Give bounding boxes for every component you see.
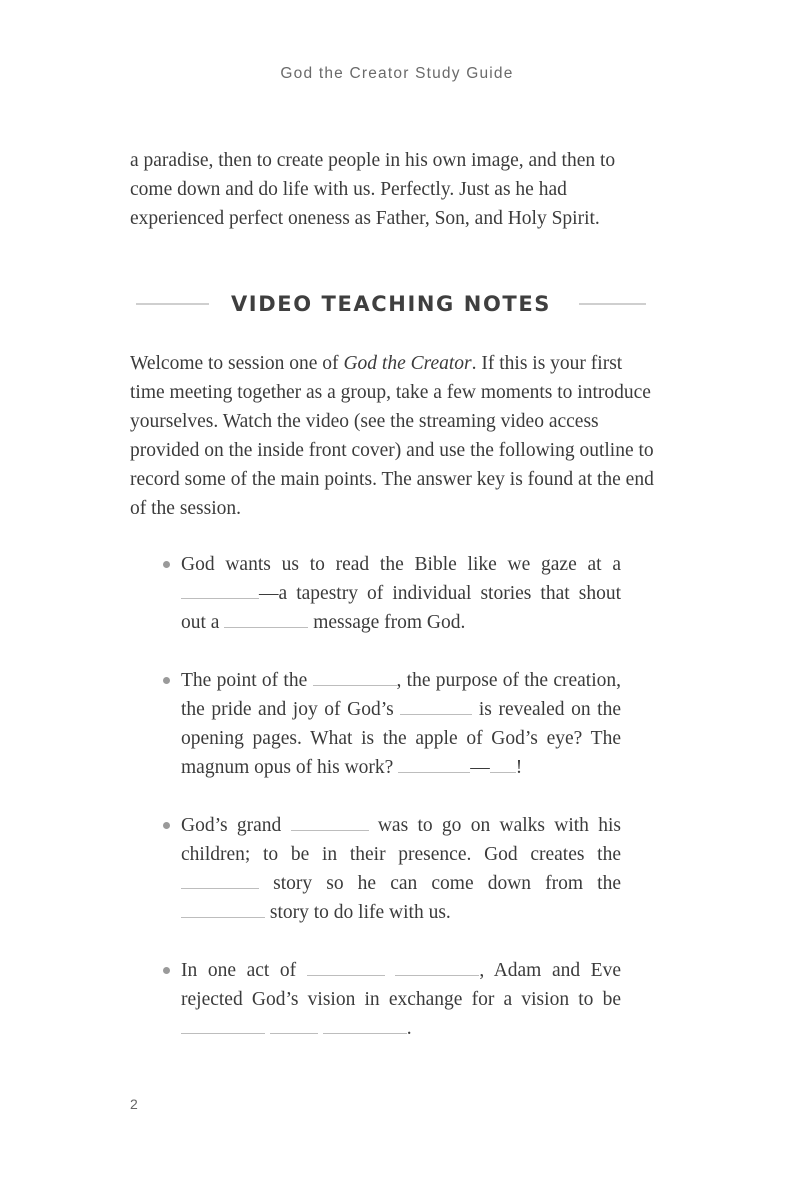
bullet-text: — [470,757,490,778]
section-heading-block [136,288,646,320]
bullet-icon [163,561,170,568]
fill-in-blank[interactable] [181,916,265,918]
list-item [163,956,621,1043]
bullet-text: is revealed on the opening pages. What is the apple of God’s eye? The magnum opus of his work? [181,699,621,778]
list-item [163,550,621,637]
bullet-icon [163,967,170,974]
page-number: 2 [130,1096,138,1112]
fill-in-blank[interactable] [400,713,472,715]
fill-in-blank[interactable] [490,771,516,773]
welcome-paragraph [130,349,656,523]
welcome-text-1: Welcome to session one of [130,353,344,374]
bullet-text: , the purpose of the creation, the pride and joy of God’s [181,670,622,720]
fill-in-blank[interactable] [181,597,259,599]
bullet-text: In one act of [181,960,307,981]
fill-in-blank[interactable] [181,1032,265,1034]
bullet-text: story so he can come down from the [259,873,621,894]
running-head: God the Creator Study Guide [280,65,514,82]
bullet-text: message from God. [308,612,466,633]
bullet-text: ! [515,757,523,778]
bullet-text: , Adam and Eve rejected God’s vision in exchange for a vision to be [181,960,621,1010]
bullet-text: . [406,1018,412,1039]
heading-rule-right [579,303,646,305]
teaching-notes-list [163,550,621,1072]
fill-in-blank[interactable] [323,1032,407,1034]
fill-in-blank[interactable] [313,684,397,686]
fill-in-blank[interactable] [307,974,385,976]
fill-in-blank[interactable] [398,771,470,773]
fill-in-blank[interactable] [291,829,369,831]
book-title: God the Creator [343,353,472,374]
bullet-text: —a tapestry of individual stories that shout out a [181,583,621,633]
bullet-text: story to do life with us. [265,902,451,923]
bullet-icon [163,677,170,684]
bullet-text: God wants us to read the Bible like we gaze at a [181,554,621,575]
bullet-icon [163,822,170,829]
bullet-text: The point of the [181,670,313,691]
fill-in-blank[interactable] [270,1032,318,1034]
fill-in-blank[interactable] [181,887,259,889]
list-item [163,666,621,782]
bullet-text: was to go on walks with his children; to be in their presence. God creates the [181,815,621,865]
bullet-text [385,960,396,981]
fill-in-blank[interactable] [395,974,479,976]
section-heading: VIDEO TEACHING NOTES [230,292,552,316]
bullet-text: God’s grand [181,815,291,836]
fill-in-blank[interactable] [224,626,308,628]
list-item [163,811,621,927]
welcome-text-2: . If this is your first time meeting together as a group, take a few moments to introduce yourselves. Watch the video (see the streaming video access provided on the inside front cover) and use the following outline to record some of the main points. The answer key is found at the end of the session. [130,353,654,519]
intro-paragraph: a paradise, then to create people in his own image, and then to come down and do life with us. Perfectly. Just as he had experienced perfect oneness as Father, Son, and Holy Spirit. [130,150,616,229]
